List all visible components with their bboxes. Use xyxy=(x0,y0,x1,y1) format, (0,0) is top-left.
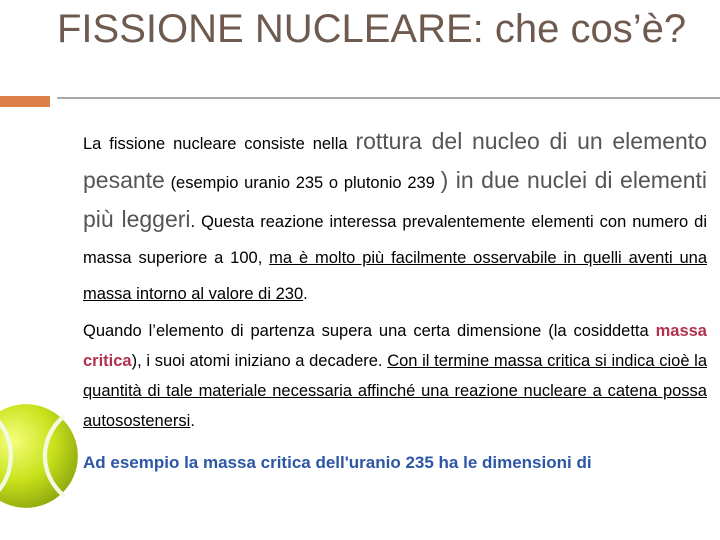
slide-title: FISSIONE NUCLEARE: che cos’è? xyxy=(57,7,687,51)
massa-critica-term: massa critica xyxy=(83,322,707,370)
emphasis-nuclei: in due nuclei di elementi più leggeri xyxy=(83,167,707,232)
paragraph-massa-critica xyxy=(83,316,707,436)
paren-close: ) xyxy=(440,167,449,193)
p2-start: Quando l’elemento di partenza supera una certa dimensione (la cosiddetta xyxy=(83,322,656,340)
underlined-definition: Con il termine massa critica si indica cioè la quantità di tale materiale necessaria affinché una reazione nucleare a catena possa autosostenersi xyxy=(83,352,708,430)
tennis-ball-icon xyxy=(0,402,80,510)
p2-end: . xyxy=(190,412,195,430)
emphasis-rottura: rottura del nucleo di un elemento pesante xyxy=(83,128,707,193)
paragraph-definition xyxy=(83,123,707,312)
underlined-mass-note: ma è molto più facilmente osservabile in quelli aventi una massa intorno al valore di 230 xyxy=(83,249,708,303)
accent-bar xyxy=(0,96,50,107)
title-divider xyxy=(57,97,720,99)
definition-rest: reazione interessa prevalentemente elementi con numero di massa superiore a 100, xyxy=(83,213,707,267)
p2-middle: ), i suoi atomi iniziano a decadere. xyxy=(131,352,388,370)
example-isotopes: (esempio uranio 235 o plutonio 239 xyxy=(164,174,441,192)
p1-end: . xyxy=(303,285,308,303)
questa-text: . Questa xyxy=(190,213,255,231)
definition-intro: La fissione nucleare consiste nella xyxy=(83,135,356,153)
paragraph-example: Ad esempio la massa critica dell'uranio 235 ha le dimensioni di xyxy=(83,453,592,472)
slide-body xyxy=(83,123,707,478)
